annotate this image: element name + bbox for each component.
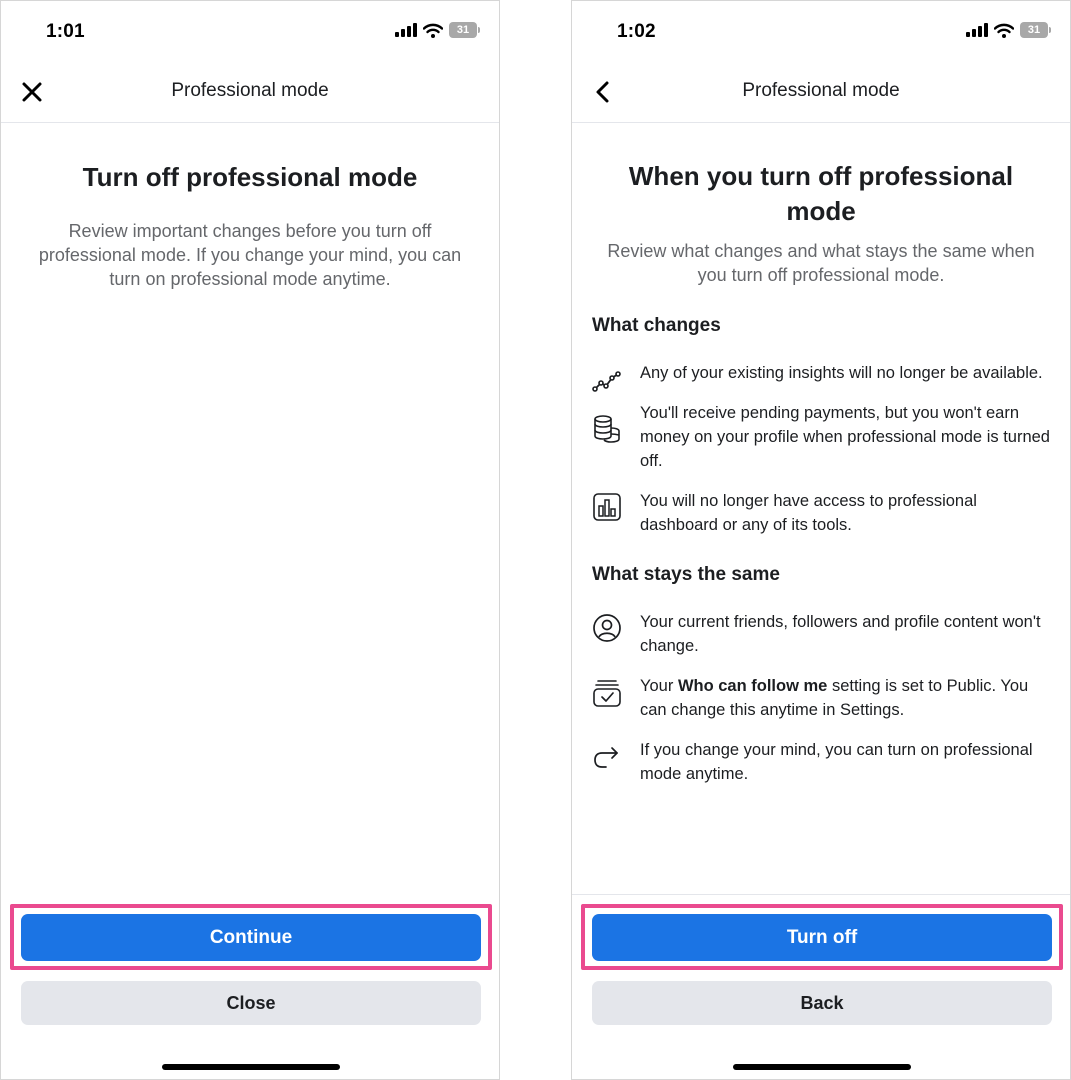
dashboard-icon <box>592 492 622 522</box>
status-time: 1:02 <box>617 21 656 42</box>
item-text: You'll receive pending payments, but you won't earn money on your profile when professional mode is turned off. <box>640 404 1050 470</box>
item-text: If you change your mind, you can turn on professional mode anytime. <box>640 741 1033 783</box>
insights-icon <box>592 367 622 397</box>
list-item <box>572 489 1070 537</box>
nav-bar <box>1 61 499 123</box>
list-item <box>572 401 1070 473</box>
back-button[interactable]: Back <box>592 981 1052 1025</box>
item-text <box>640 677 1028 719</box>
status-bar <box>572 1 1070 61</box>
coins-icon <box>592 414 622 444</box>
profile-icon <box>592 613 622 643</box>
page-heading: When you turn off professional mode <box>628 161 1014 226</box>
nav-bar <box>572 61 1070 123</box>
home-indicator <box>162 1064 340 1070</box>
page-description: Review important changes before you turn off professional mode. If you change your mind, you can turn on professional mode anytime. <box>38 221 462 289</box>
bottom-divider <box>572 894 1070 895</box>
page-description: Review what changes and what stays the same when you turn off professional mode. <box>607 241 1035 285</box>
close-button[interactable]: Close <box>21 981 481 1025</box>
item-text-prefix: Your <box>640 677 678 695</box>
what-stays-the-same-title: What stays the same <box>592 564 780 585</box>
item-text: You will no longer have access to professional dashboard or any of its tools. <box>640 492 977 534</box>
page-heading: Turn off professional mode <box>82 162 418 192</box>
main-content <box>1 123 499 291</box>
list-item <box>572 610 1070 658</box>
turn-off-button[interactable]: Turn off <box>592 914 1052 961</box>
status-bar <box>1 1 499 61</box>
battery-icon <box>449 22 477 38</box>
wifi-icon <box>423 23 443 38</box>
item-text: Your current friends, followers and profile content won't change. <box>640 613 1041 655</box>
battery-level: 31 <box>456 24 470 36</box>
list-item <box>572 738 1070 786</box>
nav-title: Professional mode <box>171 80 329 101</box>
nav-title: Professional mode <box>742 80 900 101</box>
main-content <box>572 123 1070 786</box>
status-icons <box>966 22 1048 38</box>
wifi-icon <box>994 23 1014 38</box>
cellular-signal-icon <box>395 23 417 37</box>
list-item <box>572 361 1070 385</box>
what-changes-title: What changes <box>592 315 721 336</box>
battery-icon <box>1020 22 1048 38</box>
item-text: Any of your existing insights will no longer be available. <box>640 364 1043 382</box>
status-time: 1:01 <box>46 21 85 42</box>
phone-screen-left <box>0 0 500 1080</box>
continue-button[interactable]: Continue <box>21 914 481 961</box>
phone-screen-right <box>571 0 1071 1080</box>
battery-level: 31 <box>1027 24 1041 36</box>
item-text-suffix: setting is set to Public. You can change this anytime in Settings. <box>640 677 1029 719</box>
follow-setting-icon <box>592 678 622 708</box>
status-icons <box>395 22 477 38</box>
return-arrow-icon <box>592 742 622 772</box>
cellular-signal-icon <box>966 23 988 37</box>
home-indicator <box>733 1064 911 1070</box>
list-item <box>572 674 1070 722</box>
item-text-bold: Who can follow me <box>677 677 828 695</box>
